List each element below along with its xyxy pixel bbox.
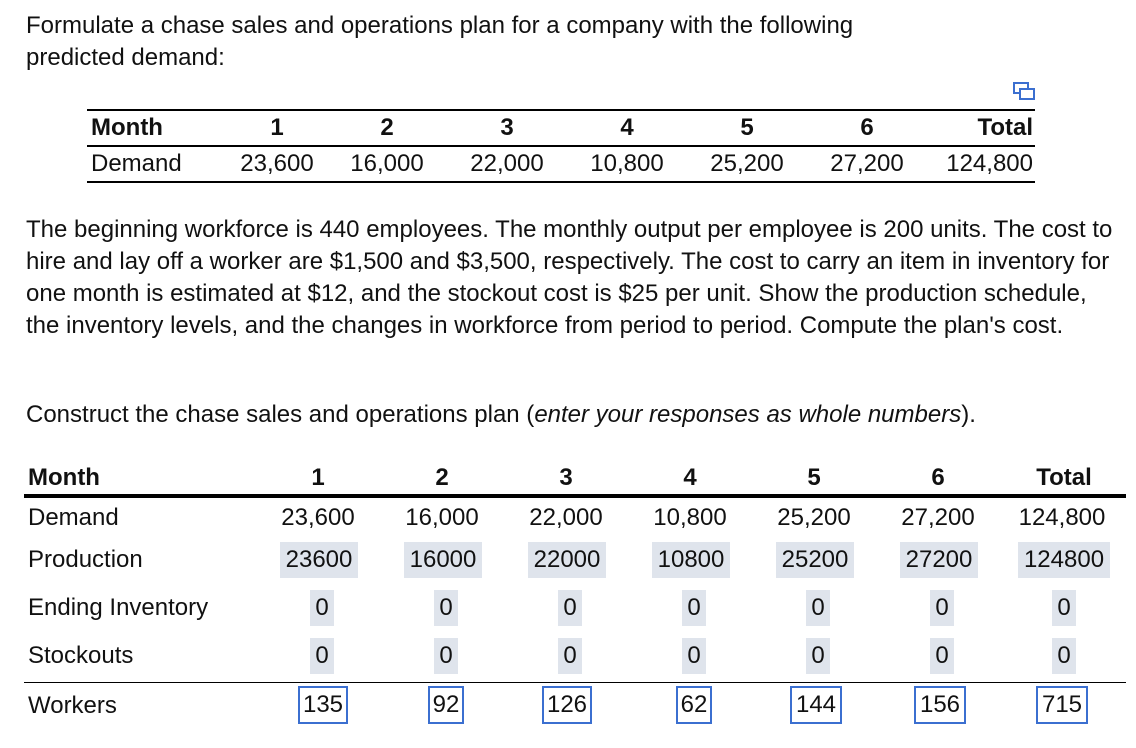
plan-demand-label: Demand [28, 504, 119, 531]
ending-inventory-answer: 0 [930, 590, 954, 626]
demand-value: 23,600 [240, 150, 314, 177]
instruction-italic: enter your responses as whole numbers [534, 401, 962, 428]
plan-demand-value: 10,800 [653, 504, 727, 531]
demand-total: 124,800 [946, 150, 1033, 177]
instruction-prefix: Construct the chase sales and operations plan ( [26, 401, 535, 428]
plan-demand-total: 124,800 [1018, 504, 1106, 531]
plan-workers-divider [24, 682, 1126, 683]
production-answer: 23600 [280, 542, 358, 578]
demand-value: 27,200 [830, 150, 904, 177]
demand-label: Demand [91, 150, 182, 177]
header-month-1: 1 [270, 114, 284, 141]
header-month-3: 3 [500, 114, 514, 141]
plan-header-4: 4 [683, 464, 697, 491]
production-answer: 10800 [652, 542, 730, 578]
plan-header-divider [24, 494, 1126, 498]
stockouts-answer: 0 [806, 638, 830, 674]
plan-demand-value: 27,200 [901, 504, 975, 531]
demand-row [87, 146, 1035, 182]
demand-value: 16,000 [350, 150, 424, 177]
ending-inventory-answer: 0 [806, 590, 830, 626]
intro-text: Formulate a chase sales and operations plan for a company with the following predicted demand: [26, 12, 854, 71]
plan-header-1: 1 [311, 464, 325, 491]
instruction-suffix: ). [961, 401, 976, 428]
ending-inventory-total-answer: 0 [1052, 590, 1076, 626]
ending-inventory-answer: 0 [558, 590, 582, 626]
plan-header-2: 2 [435, 464, 449, 491]
plan-workers-row [24, 686, 1126, 728]
production-answer: 22000 [528, 542, 606, 578]
plan-demand-value: 22,000 [529, 504, 603, 531]
ending-inventory-answer: 0 [434, 590, 458, 626]
plan-ending-inventory-row [24, 590, 1126, 630]
demand-value: 22,000 [470, 150, 544, 177]
workers-input[interactable]: 126 [542, 686, 592, 724]
ending-inventory-answer: 0 [682, 590, 706, 626]
production-answer: 16000 [404, 542, 482, 578]
workers-total-input[interactable]: 715 [1036, 686, 1088, 724]
header-month-6: 6 [860, 114, 874, 141]
workers-input[interactable]: 144 [790, 686, 842, 724]
plan-ending-inventory-label: Ending Inventory [28, 594, 209, 621]
demand-table-header [87, 110, 1035, 146]
plan-header-row [24, 462, 1126, 494]
stockouts-answer: 0 [930, 638, 954, 674]
header-total: Total [977, 114, 1033, 141]
workers-input[interactable]: 135 [298, 686, 348, 724]
plan-demand-row [24, 502, 1126, 536]
production-answer: 25200 [776, 542, 854, 578]
demand-value: 25,200 [710, 150, 784, 177]
plan-stockouts-row [24, 638, 1126, 678]
workers-input[interactable]: 62 [676, 686, 712, 724]
workers-input[interactable]: 156 [914, 686, 966, 724]
plan-header-3: 3 [559, 464, 573, 491]
stockouts-answer: 0 [558, 638, 582, 674]
plan-workers-label: Workers [28, 692, 117, 719]
plan-demand-value: 16,000 [405, 504, 479, 531]
plan-stockouts-label: Stockouts [28, 642, 134, 669]
demand-table [87, 109, 1035, 183]
problem-text: The beginning workforce is 440 employees. The monthly output per employee is 200 units. The cost to hire and lay off a worker are $1,500 and $3,500, respectively. The cost to carry an item in inventory for one month is estimated at $12, and the stockout cost is $25 per unit. Show the production schedule, the inventory levels, and the changes in workforce from period to period. Compute the plan's cost. [26, 216, 1113, 339]
header-month-5: 5 [740, 114, 754, 141]
stockouts-answer: 0 [682, 638, 706, 674]
header-month-2: 2 [380, 114, 394, 141]
workers-input[interactable]: 92 [428, 686, 464, 724]
plan-demand-value: 23,600 [281, 504, 355, 531]
stockouts-answer: 0 [310, 638, 334, 674]
header-month-4: 4 [620, 114, 634, 141]
plan-header-month: Month [28, 464, 100, 491]
stockouts-answer: 0 [434, 638, 458, 674]
production-total-answer: 124800 [1018, 542, 1110, 578]
ending-inventory-answer: 0 [310, 590, 334, 626]
plan-header-5: 5 [807, 464, 821, 491]
plan-production-label: Production [28, 546, 143, 573]
instruction-text [26, 399, 1126, 431]
header-month: Month [91, 114, 163, 141]
production-answer: 27200 [900, 542, 978, 578]
plan-header-total: Total [1036, 464, 1092, 491]
demand-value: 10,800 [590, 150, 664, 177]
copy-icon[interactable] [1013, 80, 1035, 102]
plan-demand-value: 25,200 [777, 504, 851, 531]
plan-production-row [24, 542, 1126, 582]
plan-header-6: 6 [931, 464, 945, 491]
stockouts-total-answer: 0 [1052, 638, 1076, 674]
